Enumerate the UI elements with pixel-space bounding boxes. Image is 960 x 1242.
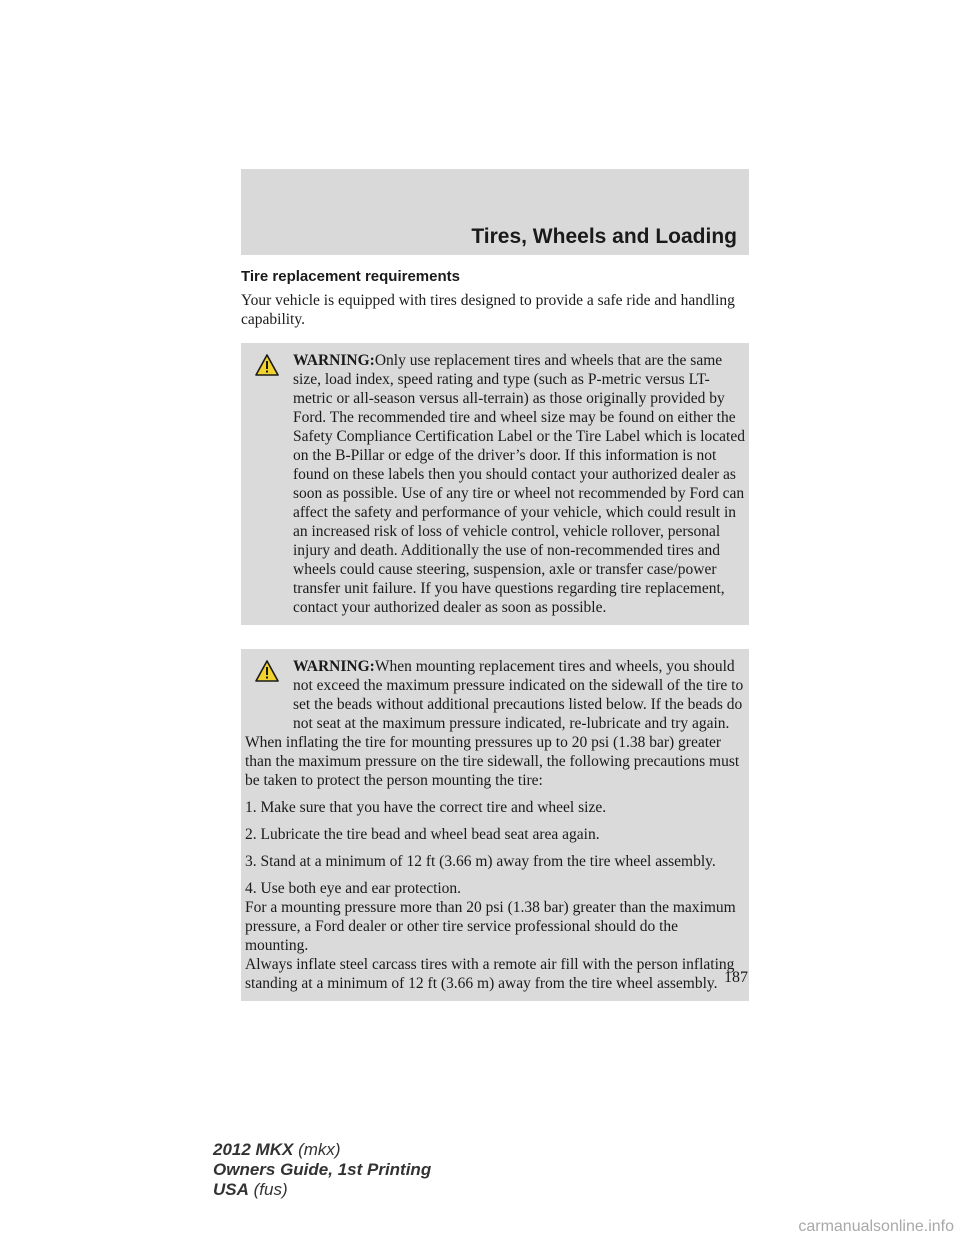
footer-region: USA: [213, 1180, 249, 1199]
footer-imprint: [213, 1140, 431, 1200]
warning-text: When mounting replacement tires and wheels, you should not exceed the maximum pressure indicated on the sidewall of the tire to set the beads without additional precautions listed below. If the beads do not seat at the maximum pressure indicated, re-lubricate and try again.: [293, 658, 744, 732]
precaution-step: 2. Lubricate the tire bead and wheel bead seat area again.: [245, 826, 600, 843]
page-number: 187: [724, 969, 748, 986]
warning-triangle-icon: [255, 660, 279, 682]
footer-model-code: (mkx): [298, 1140, 341, 1159]
warning-paragraph: For a mounting pressure more than 20 psi (1.38 bar) greater than the maximum pressure, a Ford dealer or other tire service professional should do the mounting.: [245, 899, 736, 954]
precaution-step: 4. Use both eye and ear protection.: [245, 880, 462, 897]
section-header-band: [241, 169, 749, 255]
subheading: Tire replacement requirements: [241, 268, 460, 285]
footer-guide: Owners Guide, 1st Printing: [213, 1160, 432, 1179]
footer-region-code: (fus): [253, 1180, 288, 1199]
warning-label: WARNING:: [293, 352, 375, 369]
watermark: carmanualsonline.info: [798, 1218, 954, 1235]
warning-paragraph: When inflating the tire for mounting pressures up to 20 psi (1.38 bar) greater than the maximum pressure on the tire sidewall, the following precautions must be taken to protect the person mounting the tire:: [245, 734, 740, 789]
footer-model: 2012 MKX: [213, 1140, 294, 1159]
intro-paragraph: Your vehicle is equipped with tires designed to provide a safe ride and handling capability.: [241, 292, 735, 328]
warning-box-1: [241, 343, 749, 625]
precaution-step: 3. Stand at a minimum of 12 ft (3.66 m) away from the tire wheel assembly.: [245, 853, 716, 870]
warning-paragraph: Always inflate steel carcass tires with a remote air fill with the person inflating standing at a minimum of 12 ft (3.66 m) away from the tire wheel assembly.: [245, 956, 735, 992]
warning-text: Only use replacement tires and wheels that are the same size, load index, speed rating and type (such as P-metric versus LT-metric or all-season versus all-terrain) as those originally provided by Ford. The recommended tire and wheel size may be found on either the Safety Compliance Certification Label or the Tire Label which is located on the B-Pillar or edge of the driver’s door. If this information is not found on these labels then you should contact your authorized dealer as soon as possible. Use of any tire or wheel not recommended by Ford can affect the safety and performance of your vehicle, which could result in an increased risk of loss of vehicle control, vehicle rollover, personal injury and death. Additionally the use of non-recommended tires and wheels could cause steering, suspension, axle or transfer case/power transfer unit failure. If you have questions regarding tire replacement, contact your authorized dealer as soon as possible.: [293, 352, 745, 616]
warning-label: WARNING:: [293, 658, 375, 675]
warning-triangle-icon: [255, 354, 279, 376]
precaution-step: 1. Make sure that you have the correct tire and wheel size.: [245, 799, 607, 816]
page-content: [241, 268, 749, 1001]
warning-box-2: [241, 649, 749, 1001]
section-title: Tires, Wheels and Loading: [471, 225, 737, 248]
